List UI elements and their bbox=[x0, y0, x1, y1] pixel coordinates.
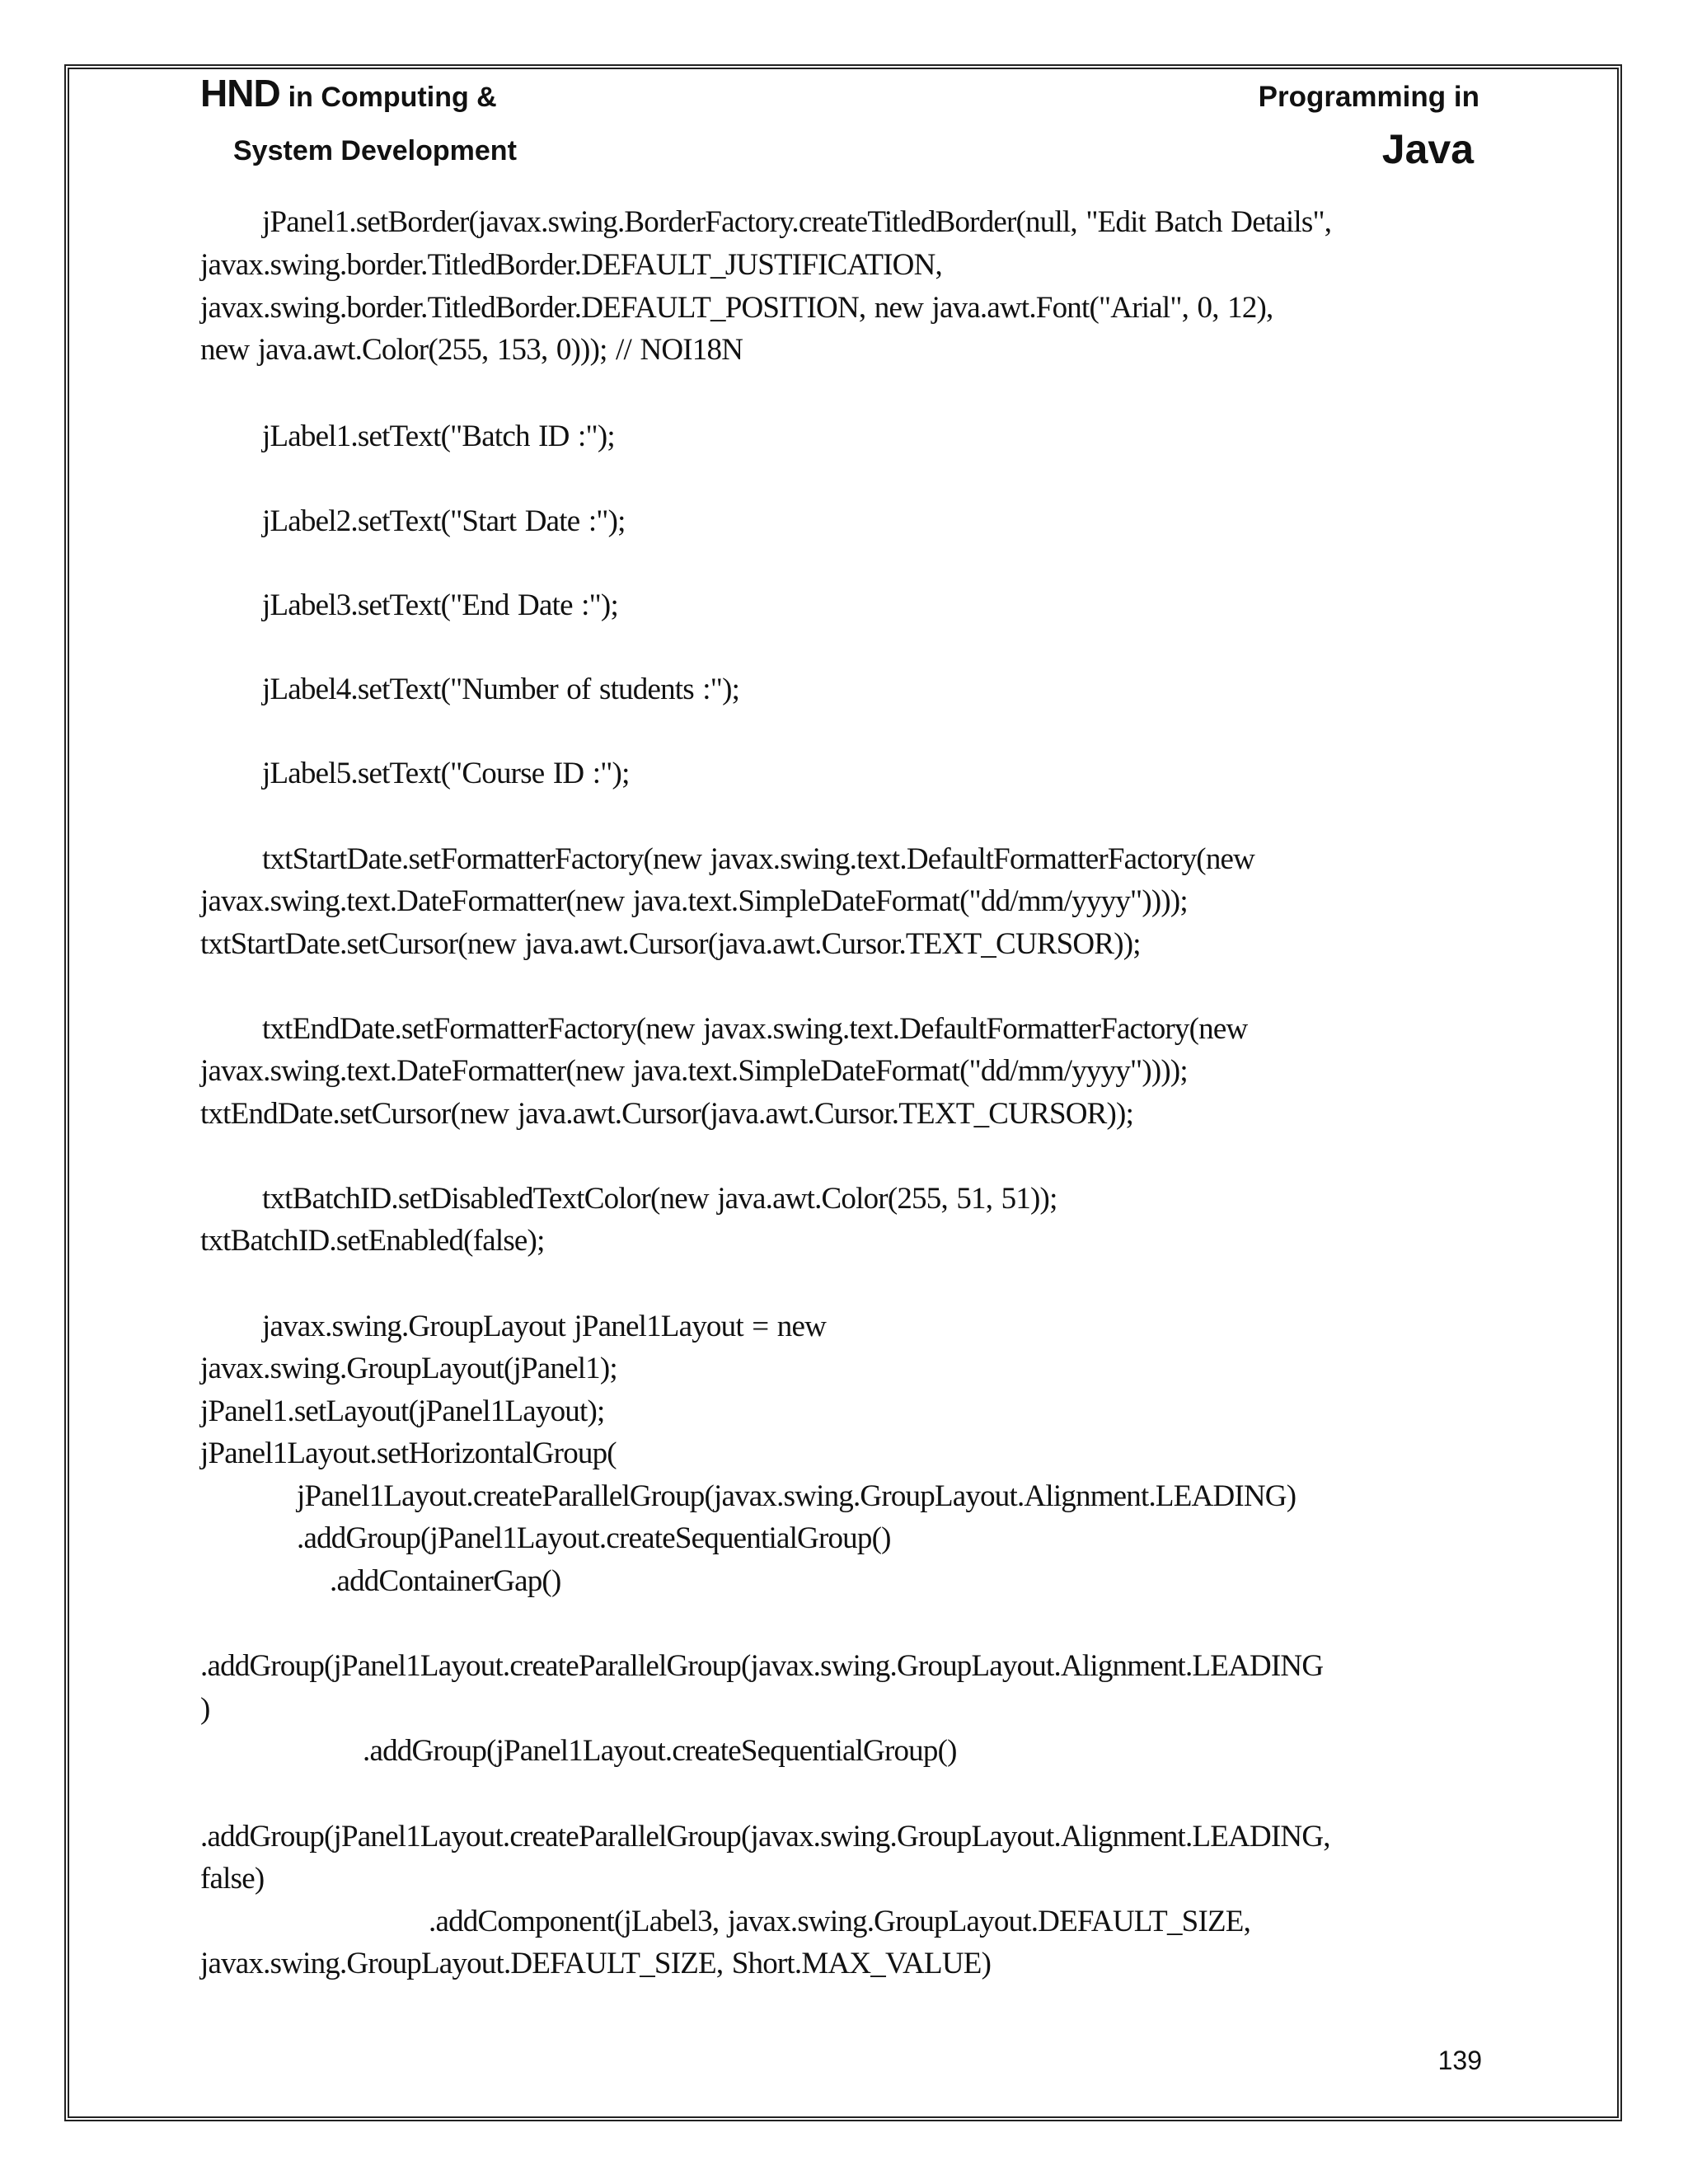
code-line: txtBatchID.setEnabled(false); bbox=[200, 1224, 545, 1258]
code-line: ) bbox=[200, 1692, 210, 1726]
header-in-computing: in Computing & bbox=[288, 82, 497, 113]
code-line: txtBatchID.setDisabledTextColor(new java.awt.Color(255, 51, 51)); bbox=[262, 1182, 1057, 1216]
code-line: .addGroup(jPanel1Layout.createSequentialGroup() bbox=[363, 1734, 957, 1768]
header-course-title bbox=[200, 71, 497, 115]
code-line: .addGroup(jPanel1Layout.createParallelGroup(javax.swing.GroupLayout.Alignment.LEADING bbox=[200, 1649, 1324, 1683]
code-line: txtStartDate.setCursor(new java.awt.Cursor(java.awt.Cursor.TEXT_CURSOR)); bbox=[200, 927, 1141, 961]
code-line: .addComponent(jLabel3, javax.swing.GroupLayout.DEFAULT_SIZE, bbox=[429, 1905, 1251, 1938]
code-line: jLabel2.setText("Start Date :"); bbox=[262, 504, 626, 538]
code-line: javax.swing.border.TitledBorder.DEFAULT_POSITION, new java.awt.Font("Arial", 0, 12), bbox=[200, 291, 1273, 325]
code-line: jLabel1.setText("Batch ID :"); bbox=[262, 419, 615, 453]
code-line: jPanel1Layout.setHorizontalGroup( bbox=[200, 1436, 617, 1470]
code-line: javax.swing.border.TitledBorder.DEFAULT_JUSTIFICATION, bbox=[200, 248, 942, 282]
header-system-development: System Development bbox=[233, 135, 517, 166]
code-line: txtStartDate.setFormatterFactory(new javax.swing.text.DefaultFormatterFactory(new bbox=[262, 842, 1255, 876]
header-programming-in: Programming in bbox=[1258, 81, 1479, 113]
code-line: javax.swing.text.DateFormatter(new java.text.SimpleDateFormat("dd/mm/yyyy")))); bbox=[200, 1054, 1188, 1088]
page-border bbox=[64, 64, 1622, 2121]
header-java: Java bbox=[1381, 126, 1474, 172]
code-line: .addContainerGap() bbox=[330, 1564, 561, 1598]
code-line: jPanel1Layout.createParallelGroup(javax.swing.GroupLayout.Alignment.LEADING) bbox=[297, 1479, 1296, 1513]
code-line: javax.swing.GroupLayout.DEFAULT_SIZE, Short.MAX_VALUE) bbox=[200, 1947, 992, 1980]
code-line: new java.awt.Color(255, 153, 0))); // NOI18N bbox=[200, 333, 743, 367]
code-line: jLabel4.setText("Number of students :"); bbox=[262, 673, 740, 706]
code-line: javax.swing.GroupLayout jPanel1Layout = new bbox=[262, 1310, 827, 1343]
header-hnd: HND bbox=[200, 72, 280, 115]
code-line: .addGroup(jPanel1Layout.createSequentialGroup() bbox=[297, 1521, 891, 1555]
page-number: 139 bbox=[1437, 2046, 1482, 2075]
code-line: javax.swing.GroupLayout(jPanel1); bbox=[200, 1352, 617, 1385]
code-line: jLabel3.setText("End Date :"); bbox=[262, 588, 618, 622]
code-line: jLabel5.setText("Course ID :"); bbox=[262, 757, 630, 790]
code-line: false) bbox=[200, 1862, 265, 1896]
code-line: jPanel1.setBorder(javax.swing.BorderFactory.createTitledBorder(null, "Edit Batch Details", bbox=[262, 205, 1332, 239]
code-line: txtEndDate.setCursor(new java.awt.Cursor(java.awt.Cursor.TEXT_CURSOR)); bbox=[200, 1097, 1134, 1131]
code-line: javax.swing.text.DateFormatter(new java.text.SimpleDateFormat("dd/mm/yyyy")))); bbox=[200, 884, 1188, 918]
code-line: jPanel1.setLayout(jPanel1Layout); bbox=[200, 1394, 605, 1428]
code-line: txtEndDate.setFormatterFactory(new javax.swing.text.DefaultFormatterFactory(new bbox=[262, 1012, 1248, 1046]
code-line: .addGroup(jPanel1Layout.createParallelGroup(javax.swing.GroupLayout.Alignment.LEADING, bbox=[200, 1820, 1330, 1854]
